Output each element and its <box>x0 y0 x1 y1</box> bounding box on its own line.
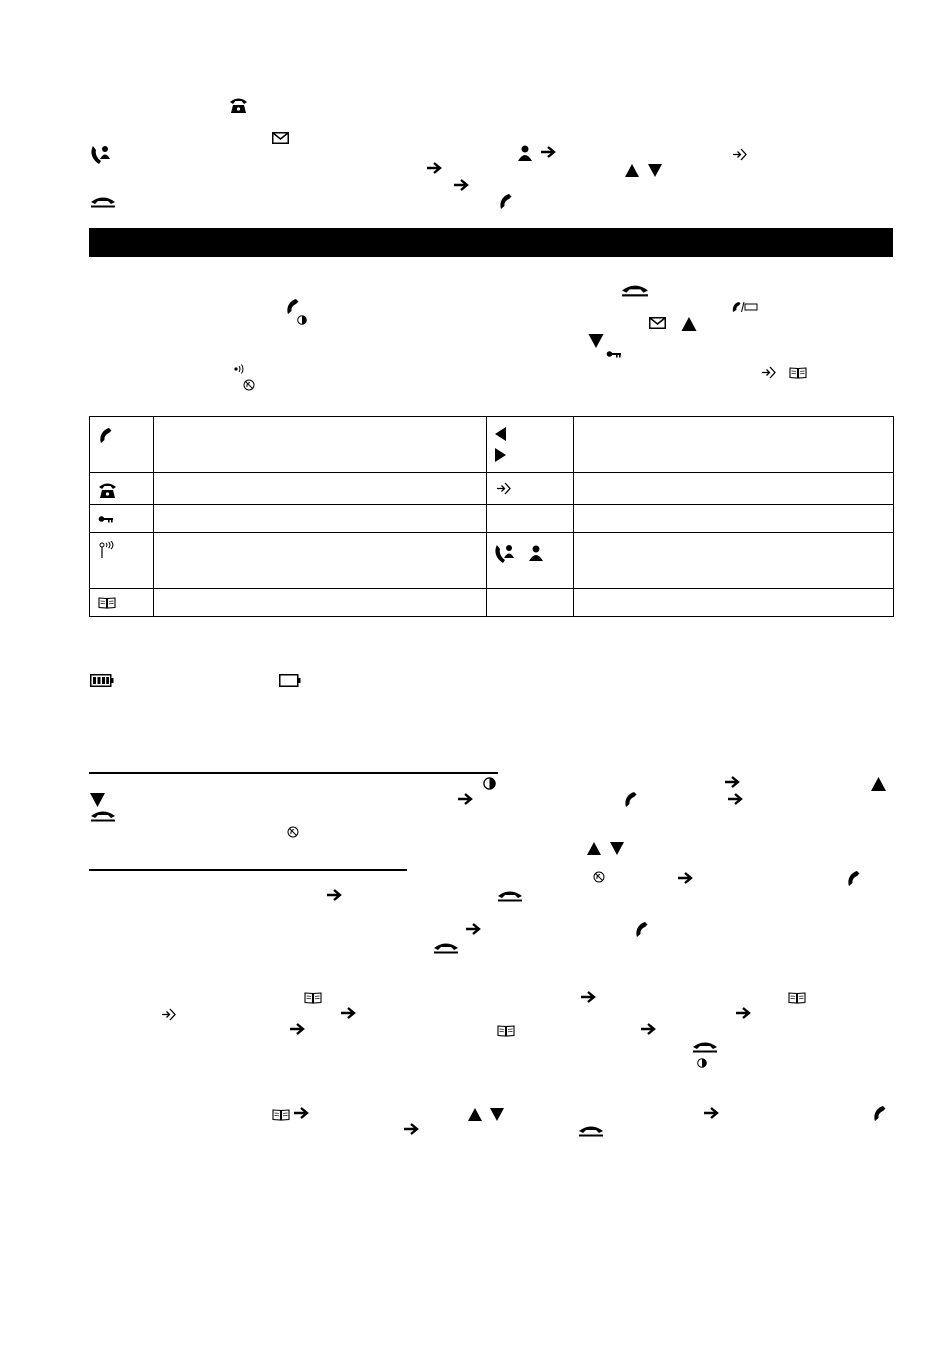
battery-full-icon <box>90 674 114 687</box>
triangle-up-icon <box>625 164 639 177</box>
arrow-right-icon <box>677 871 693 885</box>
half-circle-icon <box>297 315 307 325</box>
book-icon <box>497 1024 515 1037</box>
handset-person-icon <box>494 543 516 565</box>
description-cell <box>574 533 894 589</box>
arrow-right-icon <box>289 1022 305 1036</box>
envelope-icon <box>649 317 666 329</box>
table-row <box>90 533 894 589</box>
book-icon <box>304 991 322 1004</box>
symbol-cell <box>90 505 154 533</box>
book-icon <box>788 991 806 1004</box>
handset-icon <box>98 427 113 444</box>
hang-up-icon <box>90 810 116 822</box>
handset-icon <box>872 1105 887 1122</box>
hang-up-icon <box>692 1041 718 1053</box>
description-cell <box>153 417 487 473</box>
triangle-down-icon <box>90 793 105 807</box>
book-icon <box>789 366 807 379</box>
entry-arrow-icon <box>733 148 747 161</box>
description-cell <box>153 473 487 505</box>
triangle-down-icon <box>490 1108 504 1121</box>
arrow-right-icon <box>453 178 469 192</box>
symbol-table <box>89 416 894 617</box>
arrow-right-icon <box>465 922 481 936</box>
entry-arrow-icon <box>497 482 511 495</box>
triangle-down-icon <box>610 842 624 855</box>
heading-underline <box>89 772 498 774</box>
symbol-cell <box>90 473 154 505</box>
antenna-icon <box>98 541 116 559</box>
no-call-icon <box>593 871 605 883</box>
triangle-down-icon <box>588 334 604 348</box>
phone-base-icon <box>229 96 248 114</box>
no-call-icon <box>243 379 255 391</box>
triangle-up-icon <box>871 777 886 791</box>
description-cell <box>153 505 487 533</box>
description-cell <box>574 589 894 617</box>
key-icon <box>606 350 621 358</box>
symbol-cell <box>487 533 574 589</box>
section-header-bar <box>89 228 893 257</box>
description-cell <box>574 505 894 533</box>
entry-arrow-icon <box>762 366 776 379</box>
key-icon <box>98 515 113 523</box>
symbol-cell <box>487 505 574 533</box>
handset-battery-icon <box>731 301 759 313</box>
description-cell <box>153 533 487 589</box>
symbol-cell <box>90 417 154 473</box>
handset-person-icon <box>90 144 112 166</box>
symbol-cell <box>90 589 154 617</box>
person-icon <box>517 144 533 162</box>
book-icon <box>98 596 116 609</box>
triangle-up-icon <box>681 317 697 331</box>
table-row <box>90 589 894 617</box>
handset-icon <box>498 193 513 210</box>
signal-icon <box>234 363 246 375</box>
hang-up-icon <box>433 942 459 954</box>
half-circle-icon <box>483 777 496 790</box>
phone-base-icon <box>98 481 117 499</box>
arrow-right-icon <box>403 1122 419 1136</box>
battery-empty-icon <box>279 674 301 687</box>
description-cell <box>574 473 894 505</box>
arrow-right-icon <box>727 792 743 806</box>
book-icon <box>272 1108 290 1121</box>
triangle-left-icon <box>495 427 506 441</box>
heading-underline <box>89 869 407 871</box>
symbol-cell <box>487 473 574 505</box>
arrow-right-icon <box>724 775 740 789</box>
triangle-right-icon <box>495 448 506 462</box>
arrow-right-icon <box>640 1022 656 1036</box>
half-circle-icon <box>697 1058 707 1068</box>
arrow-right-icon <box>540 145 556 159</box>
description-cell <box>574 417 894 473</box>
table-row <box>90 417 894 473</box>
envelope-icon <box>272 132 289 144</box>
triangle-up-icon <box>468 1108 482 1121</box>
symbol-cell <box>487 589 574 617</box>
arrow-right-icon <box>326 888 342 902</box>
triangle-down-icon <box>648 164 662 177</box>
arrow-right-icon <box>340 1006 356 1020</box>
hang-up-icon <box>621 284 649 297</box>
entry-arrow-icon <box>162 1008 176 1021</box>
arrow-right-icon <box>293 1106 309 1120</box>
handset-icon <box>846 870 861 887</box>
table-row <box>90 473 894 505</box>
arrow-right-icon <box>426 161 442 175</box>
triangle-up-icon <box>587 842 601 855</box>
handset-icon <box>634 921 649 938</box>
arrow-right-icon <box>735 1006 751 1020</box>
symbol-cell <box>487 417 574 473</box>
description-cell <box>153 589 487 617</box>
arrow-right-icon <box>703 1106 719 1120</box>
hang-up-icon <box>578 1125 604 1137</box>
arrow-right-icon <box>580 990 596 1004</box>
handset-icon <box>285 298 300 315</box>
handset-icon <box>623 791 638 808</box>
table-row <box>90 505 894 533</box>
symbol-cell <box>90 533 154 589</box>
person-icon <box>528 544 544 562</box>
hang-up-icon <box>90 196 116 208</box>
no-call-icon <box>287 826 299 838</box>
hang-up-icon <box>497 890 523 902</box>
arrow-right-icon <box>457 792 473 806</box>
